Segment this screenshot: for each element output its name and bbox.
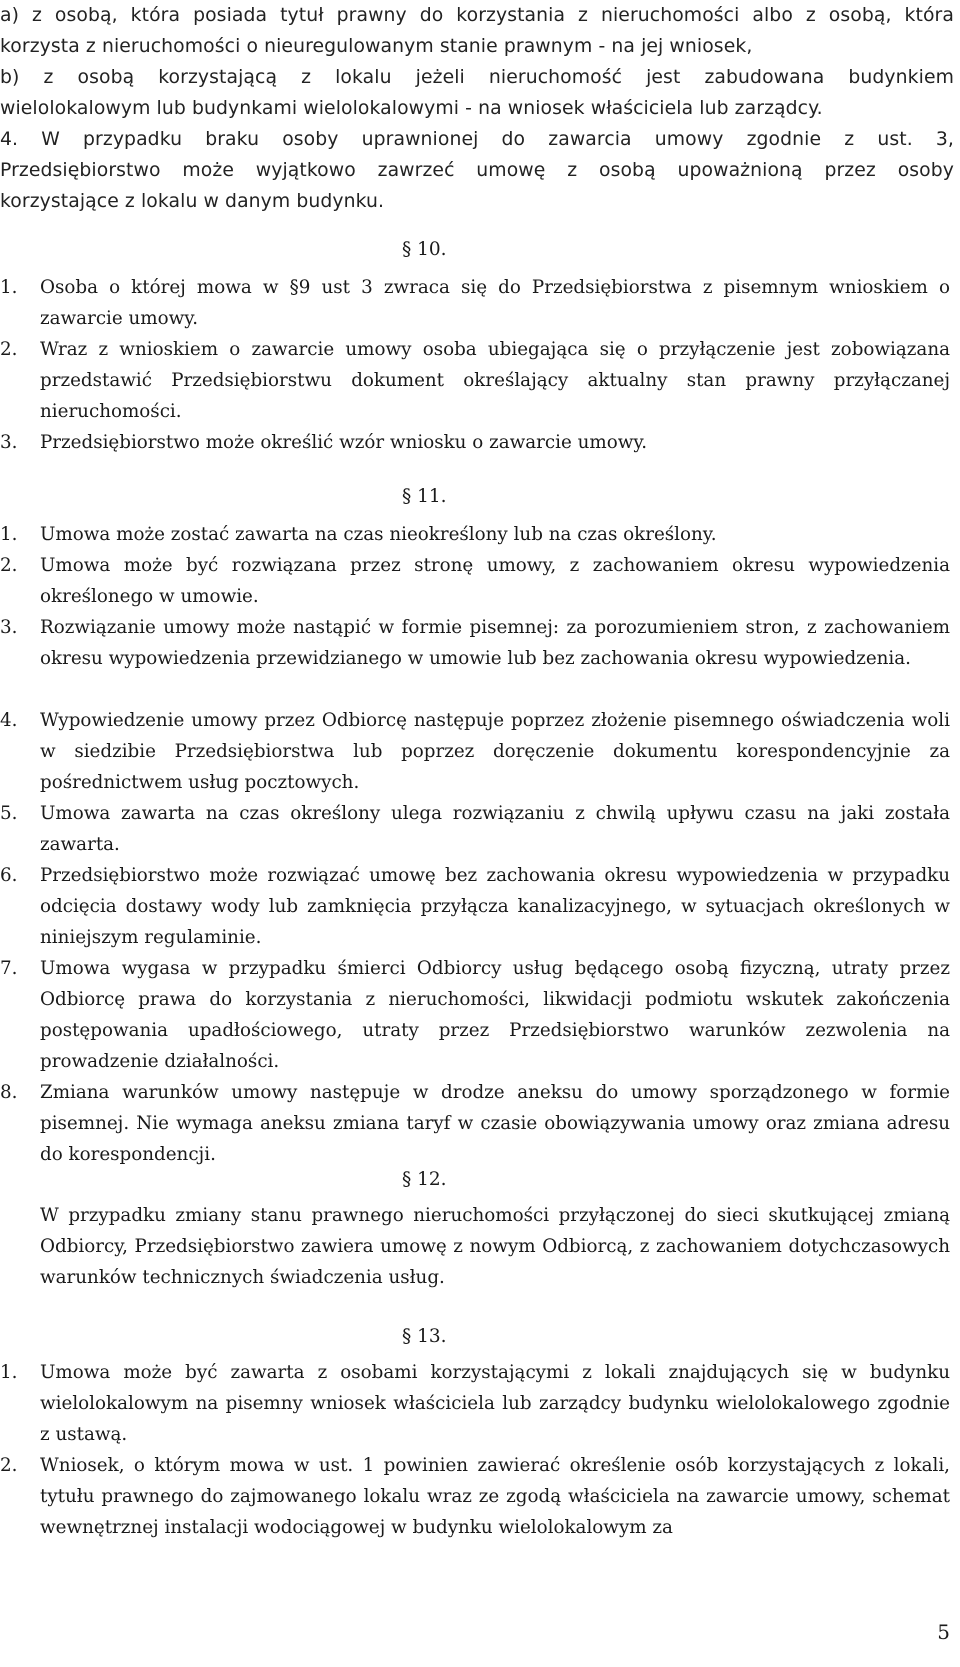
item-text: Zmiana warunków umowy następuje w drodze aneksu do umowy sporządzonego w formie pisemnej. Nie wymaga aneksu zmiana taryf w czasie obowiązywania umowy oraz zmiana adresu do korespondencji. [40,1082,950,1165]
intro-line-a2: korzysta z nieruchomości o nieuregulowanym stanie prawnym - na jej wniosek, [0,36,753,57]
item-text: Osoba o której mowa w §9 ust 3 zwraca się do Przedsiębiorstwa z pisemnym wnioskiem o zawarcie umowy. [40,277,950,329]
list-item [0,1077,950,1170]
intro-line-a1: a) z osobą, która posiada tytuł prawny do korzystania z nieruchomości albo z osobą, która [0,5,954,26]
item-number: 3. [0,432,18,453]
item-text: Przedsiębiorstwo może rozwiązać umowę bez zachowania okresu wypowiedzenia w przypadku odcięcia dostawy wody lub zamknięcia przyłącza kanalizacyjnego, w sytuacjach określonych w niniejszym regulaminie. [40,865,950,948]
list-item [0,519,950,550]
item-text: Wypowiedzenie umowy przez Odbiorcę następuje poprzez złożenie pisemnego oświadczenia woli w siedzibie Przedsiębiorstwa lub poprzez doręczenie dokumentu korespondencyjnie za pośrednictwem usług pocztowych. [40,710,950,793]
item-text: Umowa może być rozwiązana przez stronę umowy, z zachowaniem okresu wypowiedzenia określonego w umowie. [40,555,950,607]
intro-block [0,0,954,217]
list-item [0,612,950,674]
item-text: Rozwiązanie umowy może nastąpić w formie pisemnej: za porozumieniem stron, z zachowaniem okresu wypowiedzenia przewidzianego w umowie lub bez zachowania okresu wypowiedzenia. [40,617,950,669]
section-title-13: § 13. [402,1326,447,1347]
item-text: Przedsiębiorstwo może określić wzór wniosku o zawarcie umowy. [40,432,648,453]
section-title-12: § 12. [402,1169,447,1190]
list-item [0,1357,950,1450]
intro-item4-line2: Przedsiębiorstwo może wyjątkowo zawrzeć umowę z osobą upoważnioną przez osoby [0,160,954,181]
list-item [0,705,950,798]
page-number: 5 [937,1620,950,1644]
intro-line-b2: wielolokalowym lub budynkami wielolokalowymi - na wniosek właściciela lub zarządcy. [0,98,823,119]
item-number: 4. [0,710,18,731]
list-item [0,860,950,953]
item-text: Umowa zawarta na czas określony ulega rozwiązaniu z chwilą upływu czasu na jaki została zawarta. [40,803,950,855]
item-text: Umowa może zostać zawarta na czas nieokreślony lub na czas określony. [40,524,717,545]
item-number: 6. [0,865,18,886]
item-number: 7. [0,958,18,979]
item-number: 2. [0,555,18,576]
item-text: Wraz z wnioskiem o zawarcie umowy osoba ubiegająca się o przyłączenie jest zobowiązana przedstawić Przedsiębiorstwu dokument określający aktualny stan prawny przyłączanej nieruchomości. [40,339,950,422]
item-number: 1. [0,524,18,545]
section-title-11: § 11. [402,486,447,507]
intro-line-b1: b) z osobą korzystającą z lokalu jeżeli nieruchomość jest zabudowana budynkiem [0,67,954,88]
section-12-paragraph: W przypadku zmiany stanu prawnego nieruchomości przyłączonej do sieci skutkującej zmianą Odbiorcy, Przedsiębiorstwo zawiera umowę z nowym Odbiorcą, z zachowaniem dotychczasowych warunków technicznych świadczenia usług. [40,1205,950,1288]
item-number: 3. [0,617,18,638]
item-number: 1. [0,277,18,298]
item-number: 1. [0,1362,18,1383]
item-text: Wniosek, o którym mowa w ust. 1 powinien zawierać określenie osób korzystających z lokali, tytułu prawnego do zajmowanego lokalu wraz ze zgodą właściciela na zawarcie umowy, schemat wewnętrznej instalacji wodociągowej w budynku wielolokalowym za [40,1455,950,1538]
list-item [0,798,950,860]
list-item [0,334,950,427]
intro-item4-line3: korzystające z lokalu w danym budynku. [0,191,385,212]
intro-item4-line1: 4. W przypadku braku osoby uprawnionej do zawarcia umowy zgodnie z ust. 3, [0,129,954,150]
list-item [0,427,950,458]
item-number: 8. [0,1082,18,1103]
section-title-10: § 10. [402,239,447,260]
item-text: Umowa wygasa w przypadku śmierci Odbiorcy usług będącego osobą fizyczną, utraty przez Odbiorcę prawa do korzystania z nieruchomości, likwidacji podmiotu wskutek zakończenia postępowania upadłościowego, utraty przez Przedsiębiorstwo warunków zezwolenia na prowadzenie działalności. [40,958,950,1072]
list-item [0,953,950,1077]
item-number: 2. [0,1455,18,1476]
item-number: 5. [0,803,18,824]
item-text: Umowa może być zawarta z osobami korzystającymi z lokali znajdujących się w budynku wielolokalowym na pisemny wniosek właściciela lub zarządcy budynku wielolokalowego zgodnie z ustawą. [40,1362,950,1445]
list-item [0,550,950,612]
item-number: 2. [0,339,18,360]
list-item [0,1450,950,1543]
list-item [0,272,950,334]
